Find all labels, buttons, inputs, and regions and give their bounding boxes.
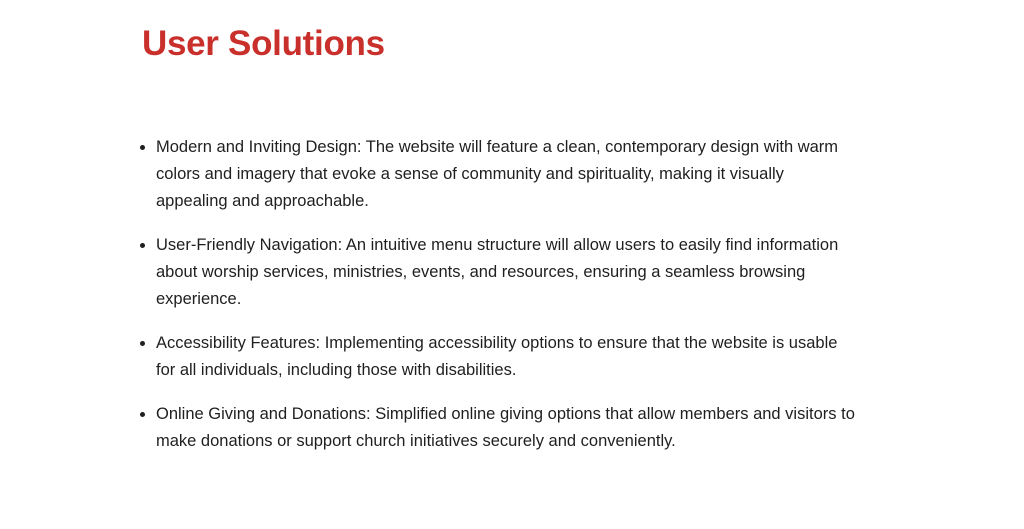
list-item-text: Accessibility Features: Implementing accessibility options to ensure that the website is usable for all individuals, including those with disabilities.: [156, 334, 838, 379]
list-item-text: Modern and Inviting Design: The website will feature a clean, contemporary design with warm colors and imagery that evoke a sense of community and spirituality, making it visually appealing and approachable.: [156, 138, 839, 210]
list-item-navigation: [135, 232, 855, 313]
list-item-online-giving: [135, 401, 855, 455]
bullet-icon: [140, 145, 145, 150]
list-item-text: User-Friendly Navigation: An intuitive menu structure will allow users to easily find information about worship services, ministries, events, and resources, ensuring a seamless browsing experience.: [156, 236, 839, 308]
list-item-accessibility: [135, 330, 855, 384]
bullet-icon: [140, 243, 145, 248]
bullet-icon: [140, 341, 145, 346]
list-item-modern-design: [135, 134, 855, 215]
list-item-text: Online Giving and Donations: Simplified online giving options that allow members and visitors to make donations or support church initiatives securely and conveniently.: [156, 405, 855, 450]
bullet-icon: [140, 412, 145, 417]
page-title: User Solutions: [142, 24, 385, 63]
solutions-list: [135, 134, 855, 472]
